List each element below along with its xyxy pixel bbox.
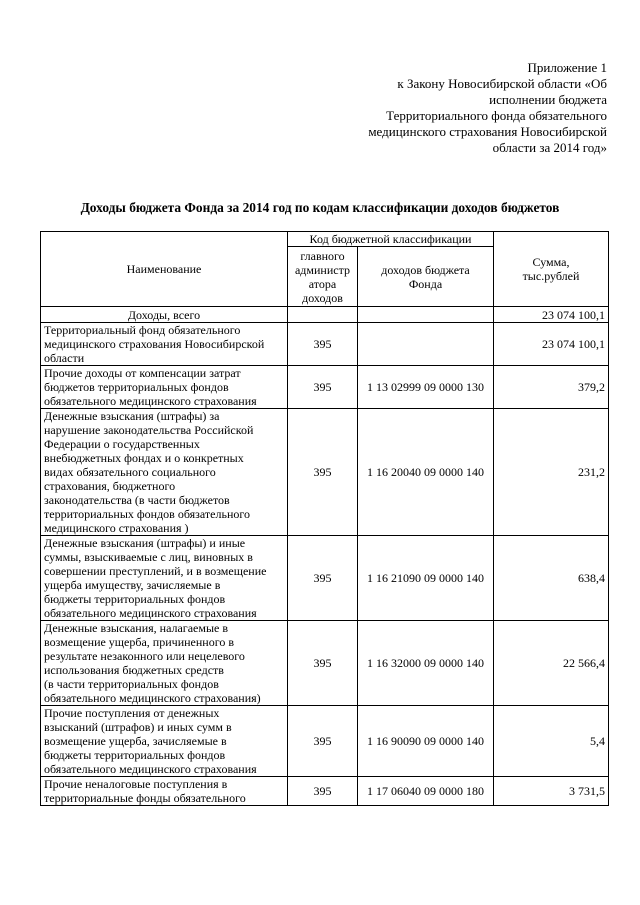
row-name-line: внебюджетных фондах и о конкретных (44, 451, 244, 465)
total-code (358, 307, 494, 323)
row-name (41, 706, 288, 777)
row-name-line: области (44, 351, 85, 365)
appendix-line: Приложение 1 (527, 60, 607, 75)
appendix-line: Территориального фонда обязательного (386, 108, 607, 123)
row-admin: 395 (288, 366, 358, 409)
appendix-line: медицинского страхования Новосибирской (368, 124, 607, 139)
table-row (41, 409, 609, 536)
row-name (41, 536, 288, 621)
row-name-line: взысканий (штрафов) и иных сумм в (44, 720, 232, 734)
appendix-line: исполнении бюджета (489, 92, 607, 107)
row-code: 1 16 21090 09 0000 140 (358, 536, 494, 621)
row-name-line: обязательного медицинского страхования (44, 762, 257, 776)
row-name-line: ущерба имуществу, зачисляемые в (44, 578, 221, 592)
row-name (41, 323, 288, 366)
row-sum: 638,4 (494, 536, 609, 621)
row-name-line: обязательного медицинского страхования (44, 606, 257, 620)
row-sum: 231,2 (494, 409, 609, 536)
row-code: 1 16 20040 09 0000 140 (358, 409, 494, 536)
table-row (41, 323, 609, 366)
row-sum: 22 566,4 (494, 621, 609, 706)
header-admin-line: атора (308, 276, 337, 291)
header-admin-line: администр (294, 262, 350, 277)
total-sum: 23 074 100,1 (494, 307, 609, 323)
row-name-line: бюджеты территориальных фондов (44, 748, 226, 762)
row-name-line: нарушение законодательства Российской (44, 423, 254, 437)
total-admin (288, 307, 358, 323)
table-row (41, 621, 609, 706)
row-admin: 395 (288, 536, 358, 621)
document-title: Доходы бюджета Фонда за 2014 год по кодам классификации доходов бюджетов (80, 200, 560, 215)
row-code: 1 17 06040 09 0000 180 (358, 777, 494, 806)
row-name-line: Прочие доходы от компенсации затрат (44, 366, 241, 380)
table-row (41, 706, 609, 777)
row-code: 1 13 02999 09 0000 130 (358, 366, 494, 409)
header-admin (288, 247, 358, 307)
row-name-line: страхования, бюджетного (44, 479, 176, 493)
row-name-line: бюджеты территориальных фондов (44, 592, 226, 606)
header-code-group: Код бюджетной классификации (288, 232, 494, 247)
row-admin: 395 (288, 777, 358, 806)
row-name-line: возмещение ущерба, зачисляемые в (44, 734, 227, 748)
row-name-line: законодательства (в части бюджетов (44, 493, 230, 507)
row-name-line: Прочие поступления от денежных (44, 706, 220, 720)
row-admin: 395 (288, 706, 358, 777)
row-name-line: Территориальный фонд обязательного (44, 323, 241, 337)
row-sum: 3 731,5 (494, 777, 609, 806)
row-name-line: медицинского страхования ) (44, 521, 189, 535)
row-name (41, 777, 288, 806)
row-name-line: результате незаконного или нецелевого (44, 649, 245, 663)
row-admin: 395 (288, 323, 358, 366)
row-sum: 379,2 (494, 366, 609, 409)
header-admin-line: главного (300, 248, 345, 263)
row-name-line: территориальные фонды обязательного (44, 791, 246, 805)
row-name-line: Федерации о государственных (44, 437, 200, 451)
row-admin: 395 (288, 621, 358, 706)
row-name-line: совершении преступлений, и в возмещение (44, 564, 267, 578)
row-name-line: (в части территориальных фондов (44, 677, 219, 691)
row-code (358, 323, 494, 366)
row-name-line: Прочие неналоговые поступления в (44, 777, 228, 791)
row-name-line: территориальных фондов обязательного (44, 507, 251, 521)
header-admin-line: доходов (302, 290, 343, 305)
row-sum: 5,4 (494, 706, 609, 777)
table-row (41, 536, 609, 621)
row-name-line: возмещение ущерба, причиненного в (44, 635, 234, 649)
row-name (41, 621, 288, 706)
revenue-table (40, 231, 609, 806)
row-name-line: использования бюджетных средств (44, 663, 224, 677)
row-name-line: обязательного медицинского страхования (44, 394, 257, 408)
row-name-line: обязательного медицинского страхования) (44, 691, 261, 705)
row-admin: 395 (288, 409, 358, 536)
appendix-line: области за 2014 год» (492, 140, 607, 155)
total-name: Доходы, всего (41, 307, 288, 323)
row-name-line: видах обязательного социального (44, 465, 216, 479)
row-name-line: суммы, взыскиваемые с лиц, виновных в (44, 550, 253, 564)
header-revenue-code-line: доходов бюджета (381, 262, 470, 277)
row-name (41, 409, 288, 536)
total-row (41, 307, 609, 323)
header-revenue-code (358, 247, 494, 307)
header-revenue-code-line: Фонда (408, 276, 443, 291)
row-code: 1 16 90090 09 0000 140 (358, 706, 494, 777)
table-row (41, 366, 609, 409)
appendix-note (307, 60, 607, 156)
row-code: 1 16 32000 09 0000 140 (358, 621, 494, 706)
row-name-line: Денежные взыскания, налагаемые в (44, 621, 229, 635)
header-sum-line: тыс.рублей (522, 269, 580, 283)
header-sum-line: Сумма, (532, 255, 570, 269)
row-name-line: Денежные взыскания (штрафы) и иные (44, 536, 246, 550)
row-name-line: бюджетов территориальных фондов (44, 380, 229, 394)
row-sum: 23 074 100,1 (494, 323, 609, 366)
row-name-line: медицинского страхования Новосибирской (44, 337, 265, 351)
header-name: Наименование (41, 232, 288, 307)
appendix-line: к Закону Новосибирской области «Об (397, 76, 607, 91)
row-name (41, 366, 288, 409)
row-name-line: Денежные взыскания (штрафы) за (44, 409, 220, 423)
table-header (41, 232, 609, 307)
header-sum (494, 232, 609, 307)
table-row (41, 777, 609, 806)
